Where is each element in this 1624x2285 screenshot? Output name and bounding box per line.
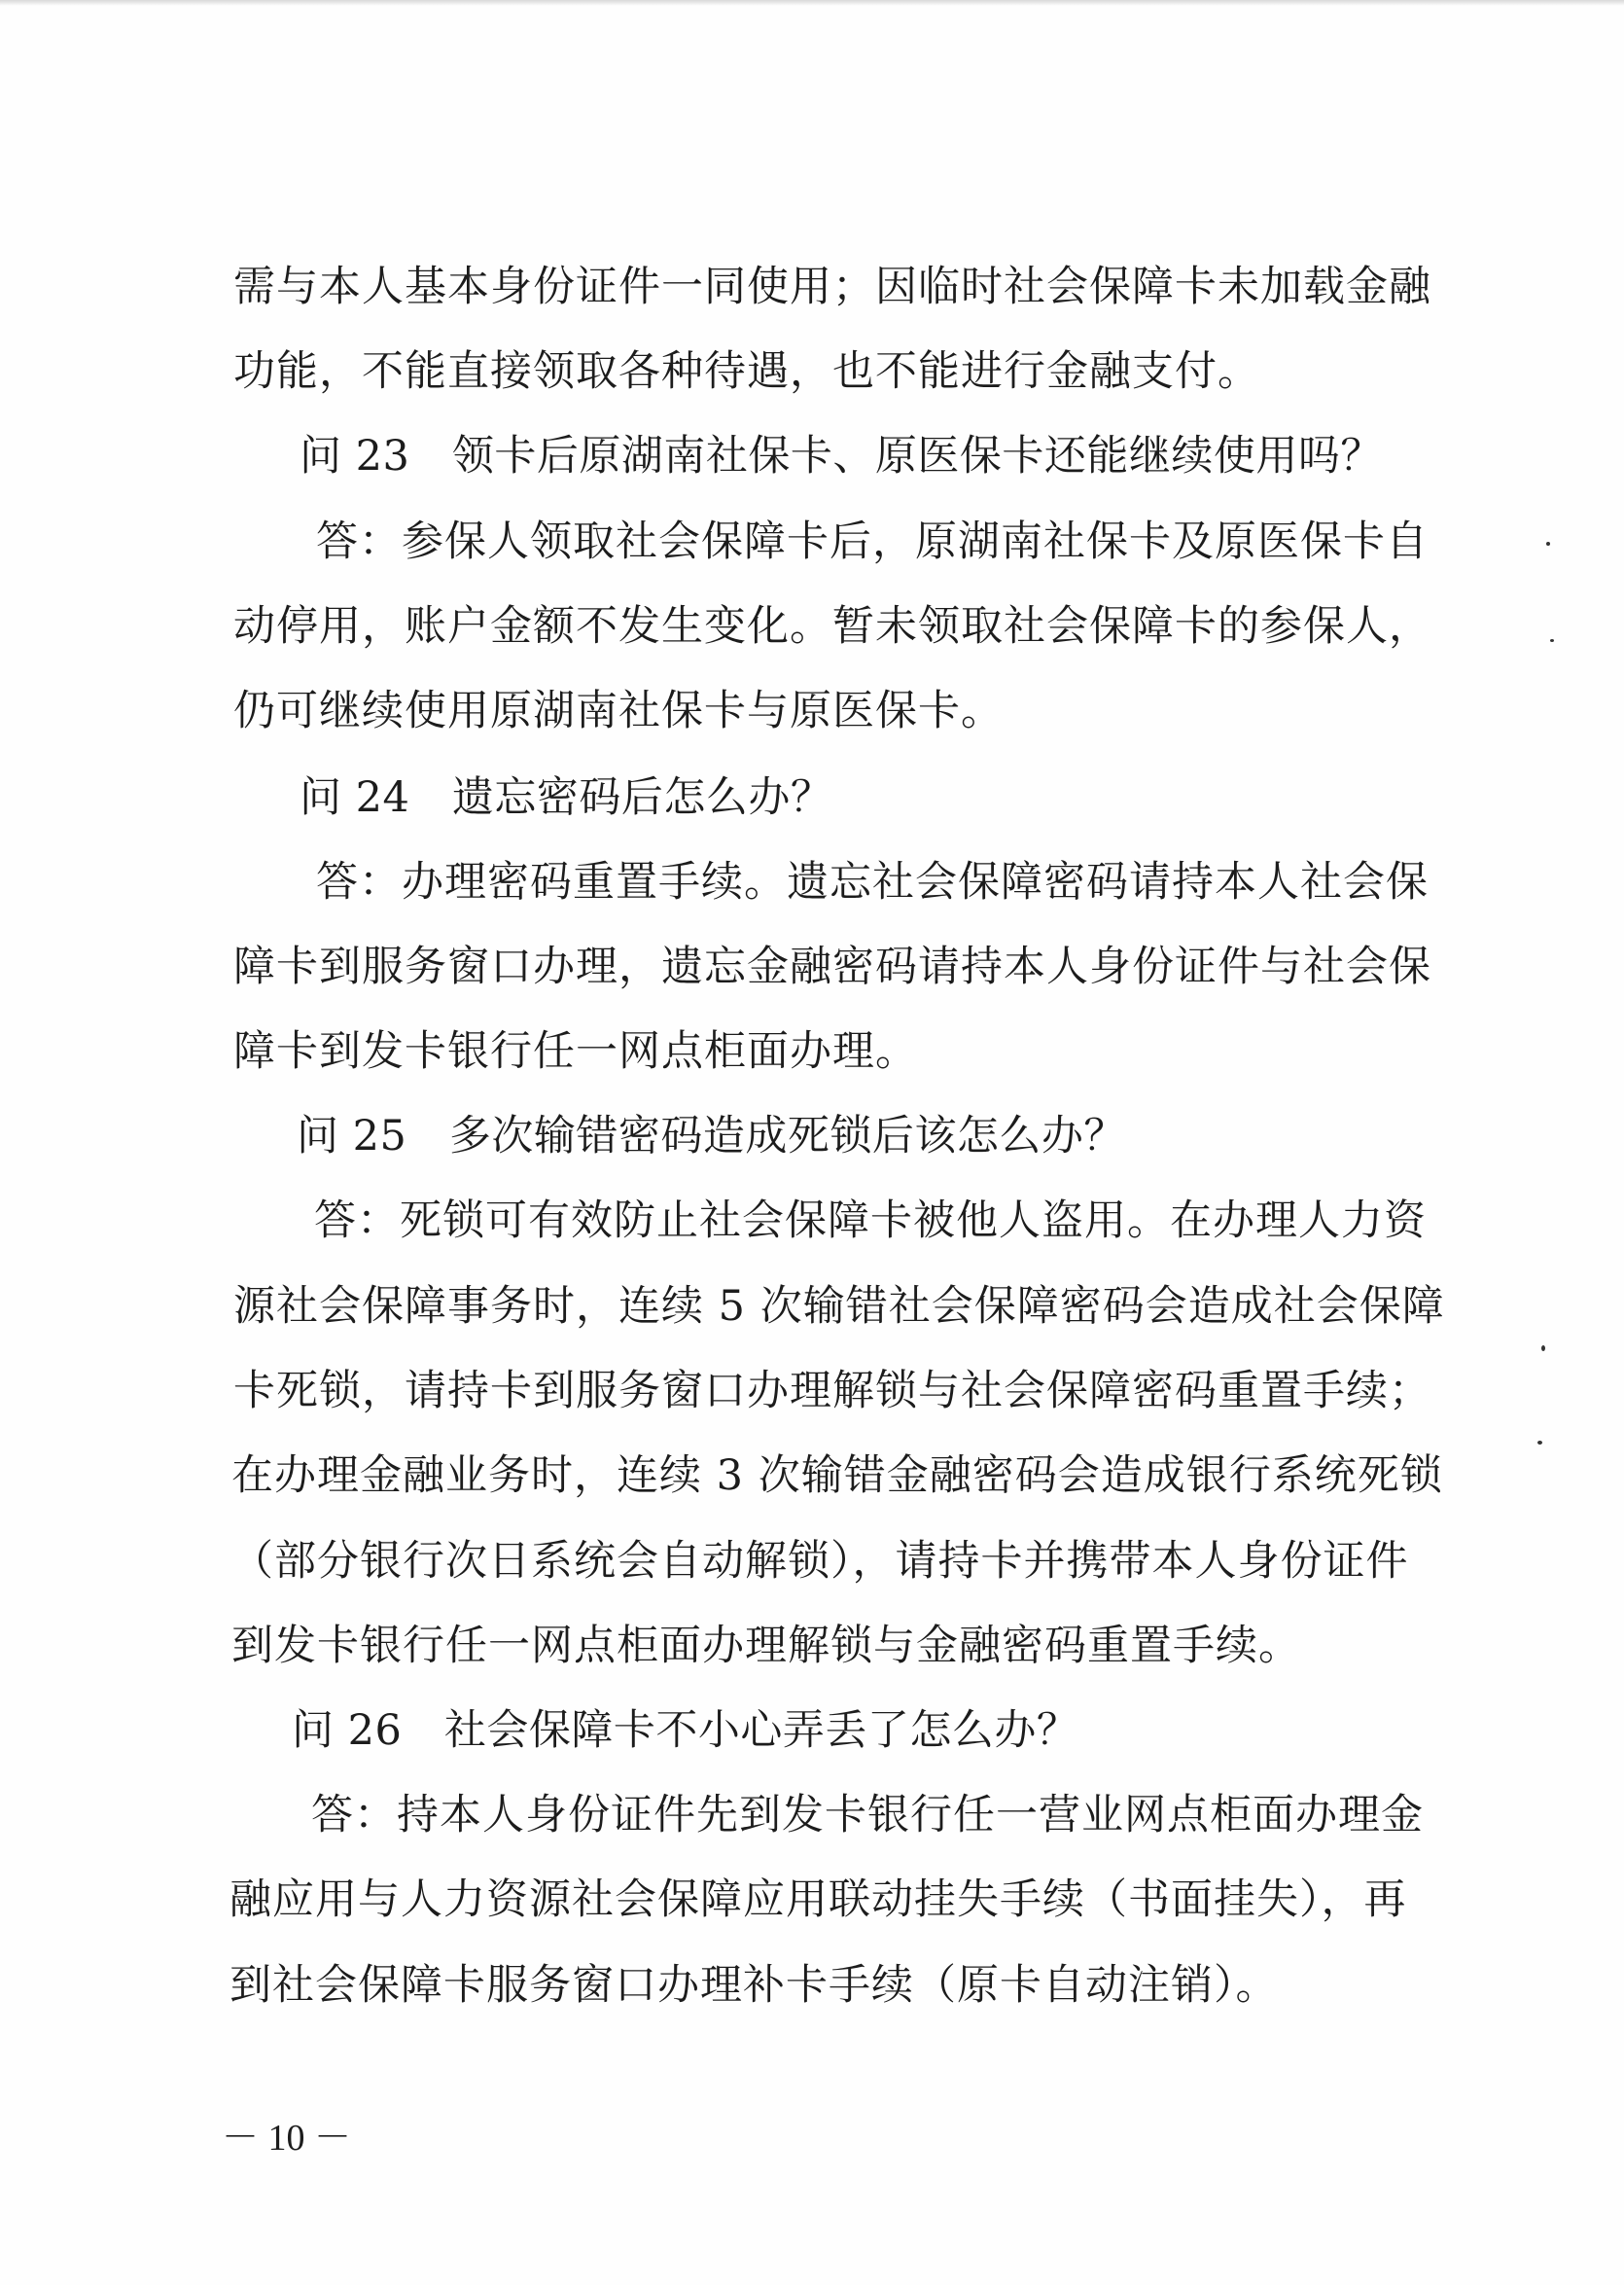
question-heading-26: 问 26 社会保障卡不小心弄丢了怎么办？	[292, 1706, 1079, 1755]
text-line: 在办理金融业务时，连续 3 次输错金融密码会造成银行系统死锁	[231, 1451, 1443, 1500]
question-heading-24: 问 24 遗忘密码后怎么办？	[300, 773, 833, 822]
text-line: 障卡到发卡银行任一网点柜面办理。	[233, 1027, 918, 1076]
scan-edge	[0, 0, 1624, 6]
text-line: 需与本人基本身份证件一同使用；因临时社会保障卡未加载金融	[233, 263, 1431, 311]
answer-line: 答：参保人领取社会保障卡后，原湖南社保卡及原医保卡自	[316, 518, 1429, 566]
text-line: （部分银行次日系统会自动解锁），请持卡并携带本人身份证件	[231, 1537, 1409, 1586]
text-line: 源社会保障事务时，连续 5 次输错社会保障密码会造成社会保障	[233, 1282, 1445, 1331]
text-line: 动停用，账户金额不发生变化。暂未领取社会保障卡的参保人，	[233, 602, 1431, 651]
text-line: 功能，不能直接领取各种待遇，也不能进行金融支付。	[233, 347, 1260, 396]
answer-line: 答：死锁可有效防止社会保障卡被他人盗用。在办理人力资	[314, 1196, 1427, 1245]
text-line: 到社会保障卡服务窗口办理补卡手续（原卡自动注销）。	[229, 1961, 1279, 2010]
scan-speck	[1550, 639, 1554, 642]
page-number: － 10 －	[222, 2118, 352, 2159]
answer-line: 答：办理密码重置手续。遗忘社会保障密码请持本人社会保	[316, 858, 1429, 907]
scan-speck	[1537, 1441, 1542, 1445]
text-line: 融应用与人力资源社会保障应用联动挂失手续（书面挂失），再	[229, 1875, 1407, 1924]
answer-line: 答：持本人身份证件先到发卡银行任一营业网点柜面办理金	[311, 1791, 1424, 1839]
text-line: 仍可继续使用原湖南社保卡与原医保卡。	[233, 687, 1004, 735]
scan-speck	[1541, 1345, 1545, 1351]
text-line: 障卡到服务窗口办理，遗忘金融密码请持本人身份证件与社会保	[233, 943, 1431, 991]
text-line: 到发卡银行任一网点柜面办理解锁与金融密码重置手续。	[231, 1622, 1301, 1670]
question-heading-23: 问 23 领卡后原湖南社保卡、原医保卡还能继续使用吗？	[300, 432, 1383, 481]
text-line: 卡死锁，请持卡到服务窗口办理解锁与社会保障密码重置手续；	[233, 1367, 1431, 1415]
scan-speck	[1546, 542, 1550, 546]
question-heading-25: 问 25 多次输错密码造成死锁后该怎么办？	[297, 1112, 1126, 1160]
